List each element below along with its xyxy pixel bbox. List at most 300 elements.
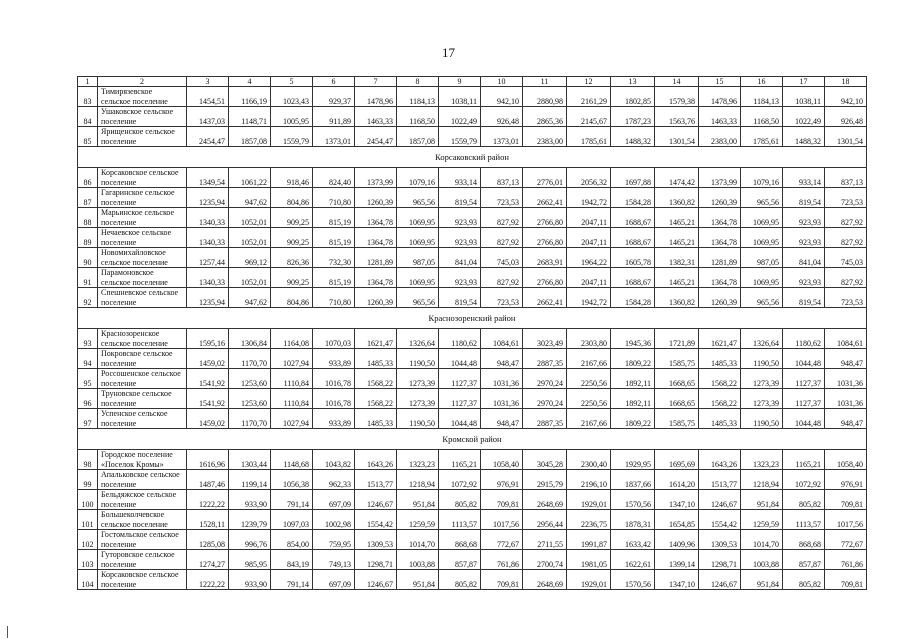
tariff-value: 1165,21 (783, 450, 825, 470)
settlement-name: Парамоновское сельское поселение (98, 268, 187, 288)
margin-mark (7, 626, 8, 638)
tariff-value: 909,25 (271, 268, 313, 288)
tariff-value: 923,93 (439, 228, 481, 248)
tariff-value: 1110,84 (271, 389, 313, 409)
tariff-value: 772,67 (825, 530, 867, 550)
settlement-name: Нечаевское сельское поселение (98, 228, 187, 248)
tariff-value: 2915,79 (523, 470, 567, 490)
tariff-value: 1459,02 (187, 349, 229, 369)
column-number: 7 (355, 77, 397, 87)
tariff-value: 1069,95 (741, 268, 783, 288)
tariff-value: 1110,84 (271, 369, 313, 389)
row-number: 103 (78, 550, 98, 570)
tariff-value: 923,93 (439, 208, 481, 228)
tariff-value: 1190,50 (741, 409, 783, 429)
tariff-value: 761,86 (825, 550, 867, 570)
tariff-value: 1069,95 (397, 228, 439, 248)
tariff-value: 933,90 (229, 570, 271, 590)
tariff-value: 857,87 (439, 550, 481, 570)
tariff-value: 1585,75 (655, 409, 699, 429)
tariff-value: 1373,99 (355, 168, 397, 188)
table-row (78, 208, 867, 228)
tariff-value: 1487,46 (187, 470, 229, 490)
tariff-value: 1190,50 (741, 349, 783, 369)
tariff-value: 1584,28 (611, 288, 655, 308)
tariff-value: 1488,32 (783, 127, 825, 147)
tariff-value: 1273,39 (397, 389, 439, 409)
tariff-value: 723,53 (481, 188, 523, 208)
tariff-value: 2167,66 (567, 349, 611, 369)
table-row (78, 470, 867, 490)
tariff-value: 2047,11 (567, 208, 611, 228)
tariff-value: 1070,03 (313, 329, 355, 349)
table-row (78, 329, 867, 349)
column-number: 16 (741, 77, 783, 87)
tariff-value: 1584,28 (611, 188, 655, 208)
tariff-value: 942,10 (481, 87, 523, 107)
tariff-value: 1465,21 (655, 228, 699, 248)
column-number: 3 (187, 77, 229, 87)
tariff-value: 697,09 (313, 570, 355, 590)
tariff-value: 1340,33 (187, 208, 229, 228)
settlement-name: Россошенское сельское поселение (98, 369, 187, 389)
settlement-name: Корсаковское сельское поселение (98, 570, 187, 590)
tariff-value: 1373,99 (699, 168, 741, 188)
tariff-value: 827,92 (825, 268, 867, 288)
column-number: 8 (397, 77, 439, 87)
tariff-value: 1474,42 (655, 168, 699, 188)
tariff-value: 1022,49 (439, 107, 481, 127)
tariff-value: 2711,55 (523, 530, 567, 550)
tariff-value: 1621,47 (355, 329, 397, 349)
tariff-value: 1485,33 (699, 409, 741, 429)
tariff-value: 1113,57 (439, 510, 481, 530)
tariff-value: 827,92 (481, 208, 523, 228)
settlement-name: Большеколчевское сельское поселение (98, 510, 187, 530)
tariff-value: 923,93 (783, 268, 825, 288)
tariff-value: 1688,67 (611, 208, 655, 228)
tariff-value: 1246,67 (355, 570, 397, 590)
tariff-value: 815,19 (313, 208, 355, 228)
column-number: 14 (655, 77, 699, 87)
tariff-value: 1218,94 (741, 470, 783, 490)
tariff-value: 1168,50 (397, 107, 439, 127)
tariff-value: 1364,78 (699, 268, 741, 288)
tariff-value: 723,53 (825, 288, 867, 308)
tariff-value: 1002,98 (313, 510, 355, 530)
tariff-value: 837,13 (481, 168, 523, 188)
tariff-value: 1044,48 (439, 409, 481, 429)
tariff-value: 1485,33 (699, 349, 741, 369)
tariff-value: 909,25 (271, 228, 313, 248)
tariff-value: 1072,92 (783, 470, 825, 490)
tariff-value: 1127,37 (439, 369, 481, 389)
tariff-value: 868,68 (439, 530, 481, 550)
table-row (78, 87, 867, 107)
tariff-value: 745,03 (825, 248, 867, 268)
tariff-value: 804,86 (271, 188, 313, 208)
tariff-value: 710,80 (313, 188, 355, 208)
tariff-value: 1721,89 (655, 329, 699, 349)
tariff-value: 1166,19 (229, 87, 271, 107)
tariff-value: 732,30 (313, 248, 355, 268)
tariff-value: 709,81 (825, 490, 867, 510)
tariff-value: 2700,74 (523, 550, 567, 570)
row-number: 102 (78, 530, 98, 550)
tariff-value: 723,53 (825, 188, 867, 208)
tariff-value: 1563,76 (655, 107, 699, 127)
tariff-value: 1373,01 (313, 127, 355, 147)
tariff-value: 2250,56 (567, 369, 611, 389)
tariff-value: 1069,95 (397, 208, 439, 228)
tariff-value: 1127,37 (783, 389, 825, 409)
settlement-name: Ярищенское сельское поселение (98, 127, 187, 147)
tariff-value: 1168,50 (741, 107, 783, 127)
tariff-value: 1031,36 (825, 369, 867, 389)
tariff-value: 1148,71 (229, 107, 271, 127)
tariff-value: 1170,70 (229, 349, 271, 369)
row-number: 104 (78, 570, 98, 590)
tariff-value: 1622,61 (611, 550, 655, 570)
tariff-value: 843,19 (271, 550, 313, 570)
row-number: 97 (78, 409, 98, 429)
tariff-value: 2970,24 (523, 369, 567, 389)
tariff-value: 819,54 (439, 188, 481, 208)
tariff-value: 1170,70 (229, 409, 271, 429)
tariff-value: 976,91 (825, 470, 867, 490)
tariff-value: 1072,92 (439, 470, 481, 490)
settlement-name: Успенское сельское поселение (98, 409, 187, 429)
tariff-value: 1929,01 (567, 490, 611, 510)
tariff-value: 1246,67 (699, 570, 741, 590)
tariff-value: 1184,13 (741, 87, 783, 107)
tariff-value: 965,56 (741, 188, 783, 208)
tariff-value: 1309,53 (355, 530, 397, 550)
row-number: 93 (78, 329, 98, 349)
tariff-value: 948,47 (825, 409, 867, 429)
tariff-value: 1929,01 (567, 570, 611, 590)
tariff-value: 1052,01 (229, 268, 271, 288)
tariff-value: 1605,78 (611, 248, 655, 268)
tariff-value: 1454,51 (187, 87, 229, 107)
tariff-value: 1643,26 (355, 450, 397, 470)
table-row (78, 570, 867, 590)
tariff-value: 837,13 (825, 168, 867, 188)
row-number: 92 (78, 288, 98, 308)
tariff-value: 1437,03 (187, 107, 229, 127)
tariff-value: 1260,39 (355, 188, 397, 208)
table-row (78, 409, 867, 429)
tariff-value: 1084,61 (825, 329, 867, 349)
tariff-value: 1016,78 (313, 389, 355, 409)
row-number: 98 (78, 450, 98, 470)
tariff-value: 1802,85 (611, 87, 655, 107)
tariff-value: 2648,69 (523, 570, 567, 590)
row-number: 88 (78, 208, 98, 228)
tariff-value: 1298,71 (699, 550, 741, 570)
table-row (78, 127, 867, 147)
tariff-value: 1570,56 (611, 570, 655, 590)
row-number: 86 (78, 168, 98, 188)
tariff-value: 697,09 (313, 490, 355, 510)
tariff-value: 1061,22 (229, 168, 271, 188)
tariff-value: 987,05 (741, 248, 783, 268)
table-row (78, 550, 867, 570)
row-number: 96 (78, 389, 98, 409)
tariff-value: 3045,28 (523, 450, 567, 470)
tariff-value: 1570,56 (611, 490, 655, 510)
tariff-value: 2047,11 (567, 228, 611, 248)
region-header-row (78, 429, 867, 450)
tariff-value: 1929,95 (611, 450, 655, 470)
tariff-value: 1785,61 (741, 127, 783, 147)
table-body (78, 77, 867, 590)
tariff-value: 2766,80 (523, 208, 567, 228)
tariff-value: 1633,42 (611, 530, 655, 550)
tariff-value: 933,14 (439, 168, 481, 188)
region-header-row (78, 308, 867, 329)
table-row (78, 450, 867, 470)
tariff-value: 1568,22 (699, 389, 741, 409)
tariff-value: 791,14 (271, 570, 313, 590)
tariff-value: 1023,43 (271, 87, 313, 107)
tariff-value: 805,82 (439, 490, 481, 510)
tariff-value: 1084,61 (481, 329, 523, 349)
column-number: 18 (825, 77, 867, 87)
tariff-value: 1485,33 (355, 349, 397, 369)
tariff-value: 2887,35 (523, 409, 567, 429)
tariff-value: 1942,72 (567, 288, 611, 308)
tariff-value: 1463,33 (355, 107, 397, 127)
settlement-name: Марьинское сельское поселение (98, 208, 187, 228)
tariff-value: 1347,10 (655, 490, 699, 510)
tariff-value: 1303,44 (229, 450, 271, 470)
tariff-value: 1222,22 (187, 490, 229, 510)
tariff-value: 1281,89 (355, 248, 397, 268)
tariff-value: 841,04 (783, 248, 825, 268)
row-number: 84 (78, 107, 98, 127)
tariff-value: 1695,69 (655, 450, 699, 470)
tariff-value: 942,10 (825, 87, 867, 107)
tariff-value: 2454,47 (355, 127, 397, 147)
region-title: Кромской район (78, 429, 867, 450)
tariff-value: 1017,56 (825, 510, 867, 530)
tariff-value: 1568,22 (355, 389, 397, 409)
tariff-value: 1478,96 (355, 87, 397, 107)
tariff-value: 951,84 (741, 570, 783, 590)
tariff-value: 710,80 (313, 288, 355, 308)
column-number: 4 (229, 77, 271, 87)
tariff-value: 1003,88 (741, 550, 783, 570)
tariff-value: 2454,47 (187, 127, 229, 147)
tariff-value: 826,36 (271, 248, 313, 268)
tariff-value: 2056,32 (567, 168, 611, 188)
row-number: 87 (78, 188, 98, 208)
tariff-value: 1044,48 (439, 349, 481, 369)
tariff-value: 2300,40 (567, 450, 611, 470)
tariff-value: 772,67 (481, 530, 523, 550)
tariff-value: 1274,27 (187, 550, 229, 570)
table-row (78, 268, 867, 288)
tariff-value: 1301,54 (825, 127, 867, 147)
tariff-value: 1052,01 (229, 208, 271, 228)
tariff-value: 827,92 (825, 208, 867, 228)
settlement-name: Корсаковское сельское поселение (98, 168, 187, 188)
tariff-value: 815,19 (313, 268, 355, 288)
tariff-value: 1892,11 (611, 389, 655, 409)
tariff-value: 1568,22 (355, 369, 397, 389)
tariff-value: 1326,64 (397, 329, 439, 349)
tariff-value: 805,82 (439, 570, 481, 590)
tariff-value: 1218,94 (397, 470, 439, 490)
tariff-value: 1069,95 (741, 208, 783, 228)
row-number: 101 (78, 510, 98, 530)
tariff-value: 1643,26 (699, 450, 741, 470)
tariff-value: 749,13 (313, 550, 355, 570)
table-row (78, 490, 867, 510)
tariff-value: 1528,11 (187, 510, 229, 530)
region-title: Корсаковский район (78, 147, 867, 168)
tariff-value: 1409,96 (655, 530, 699, 550)
tariff-value: 1559,79 (271, 127, 313, 147)
tariff-value: 1991,87 (567, 530, 611, 550)
tariff-value: 1031,36 (481, 369, 523, 389)
tariff-value: 1785,61 (567, 127, 611, 147)
tariff-value: 1069,95 (741, 228, 783, 248)
tariff-value: 1127,37 (783, 369, 825, 389)
tariff-value: 1459,02 (187, 409, 229, 429)
tariff-value: 745,03 (481, 248, 523, 268)
tariff-value: 1347,10 (655, 570, 699, 590)
tariff-value: 926,48 (481, 107, 523, 127)
tariff-value: 1038,11 (783, 87, 825, 107)
tariff-value: 951,84 (397, 490, 439, 510)
tariff-value: 1044,48 (783, 349, 825, 369)
tariff-value: 1554,42 (355, 510, 397, 530)
tariff-value: 965,56 (397, 288, 439, 308)
tariff-value: 1478,96 (699, 87, 741, 107)
tariff-value: 1235,94 (187, 288, 229, 308)
tariff-value: 1069,95 (397, 268, 439, 288)
tariff-value: 1113,57 (783, 510, 825, 530)
settlement-name: Тимирязевское сельское поселение (98, 87, 187, 107)
tariff-value: 819,54 (439, 288, 481, 308)
tariff-value: 1326,64 (741, 329, 783, 349)
tariff-value: 909,25 (271, 208, 313, 228)
tariff-value: 1878,31 (611, 510, 655, 530)
tariff-value: 2145,67 (567, 107, 611, 127)
tariff-value: 1465,21 (655, 208, 699, 228)
row-number: 99 (78, 470, 98, 490)
tariff-value: 1364,78 (699, 208, 741, 228)
column-number: 1 (78, 77, 98, 87)
tariff-value: 1165,21 (439, 450, 481, 470)
tariff-value: 1257,44 (187, 248, 229, 268)
tariff-value: 1058,40 (481, 450, 523, 470)
tariff-value: 1323,23 (397, 450, 439, 470)
tariff-value: 1056,38 (271, 470, 313, 490)
tariff-value: 1621,47 (699, 329, 741, 349)
tariff-value: 1809,22 (611, 409, 655, 429)
tariff-value: 1031,36 (825, 389, 867, 409)
tariff-value: 1857,08 (397, 127, 439, 147)
tariff-value: 1044,48 (783, 409, 825, 429)
settlement-name: Апальковское сельское поселение (98, 470, 187, 490)
tariff-value: 815,19 (313, 228, 355, 248)
tariff-value: 923,93 (783, 228, 825, 248)
tariff-value: 804,86 (271, 288, 313, 308)
tariff-value: 2250,56 (567, 389, 611, 409)
tariff-value: 2047,11 (567, 268, 611, 288)
tariff-value: 2167,66 (567, 409, 611, 429)
tariff-value: 948,47 (825, 349, 867, 369)
tariff-value: 947,62 (229, 288, 271, 308)
tariff-value: 933,14 (783, 168, 825, 188)
tariff-value: 1273,39 (397, 369, 439, 389)
tariff-value: 947,62 (229, 188, 271, 208)
tariff-value: 1465,21 (655, 268, 699, 288)
tariff-value: 1585,75 (655, 349, 699, 369)
tariff-value: 1616,96 (187, 450, 229, 470)
table-row (78, 248, 867, 268)
tariff-value: 1164,08 (271, 329, 313, 349)
column-number: 2 (98, 77, 187, 87)
settlement-name: Труновское сельское поселение (98, 389, 187, 409)
tariff-value: 965,56 (397, 188, 439, 208)
tariff-value: 791,14 (271, 490, 313, 510)
tariff-value: 761,86 (481, 550, 523, 570)
tariff-value: 1190,50 (397, 409, 439, 429)
table-row (78, 107, 867, 127)
tariff-value: 1964,22 (567, 248, 611, 268)
tariff-value: 923,93 (439, 268, 481, 288)
tariff-value: 857,87 (783, 550, 825, 570)
tariff-value: 1892,11 (611, 369, 655, 389)
tariff-value: 1309,53 (699, 530, 741, 550)
tariff-value: 948,47 (481, 409, 523, 429)
tariff-value: 1148,68 (271, 450, 313, 470)
column-number: 5 (271, 77, 313, 87)
tariff-value: 2865,36 (523, 107, 567, 127)
tariff-value: 1031,36 (481, 389, 523, 409)
column-number: 9 (439, 77, 481, 87)
tariff-value: 1097,03 (271, 510, 313, 530)
tariff-value: 1942,72 (567, 188, 611, 208)
row-number: 91 (78, 268, 98, 288)
tariff-value: 2662,41 (523, 288, 567, 308)
tariff-value: 918,46 (271, 168, 313, 188)
table-row (78, 349, 867, 369)
tariff-value: 1579,38 (655, 87, 699, 107)
tariff-value: 987,05 (397, 248, 439, 268)
tariff-value: 1043,82 (313, 450, 355, 470)
tariff-value: 1809,22 (611, 349, 655, 369)
tariff-value: 805,82 (783, 570, 825, 590)
tariff-value: 996,76 (229, 530, 271, 550)
tariff-value: 868,68 (783, 530, 825, 550)
tariff-value: 1340,33 (187, 228, 229, 248)
settlement-name: Новомихайловское сельское поселение (98, 248, 187, 268)
tariff-value: 2303,80 (567, 329, 611, 349)
tariff-value: 1945,36 (611, 329, 655, 349)
tariff-value: 2970,24 (523, 389, 567, 409)
tariff-value: 723,53 (481, 288, 523, 308)
tariff-value: 1014,70 (397, 530, 439, 550)
tariff-value: 962,33 (313, 470, 355, 490)
tariff-value: 1382,31 (655, 248, 699, 268)
tariff-value: 2196,10 (567, 470, 611, 490)
tariff-value: 951,84 (741, 490, 783, 510)
